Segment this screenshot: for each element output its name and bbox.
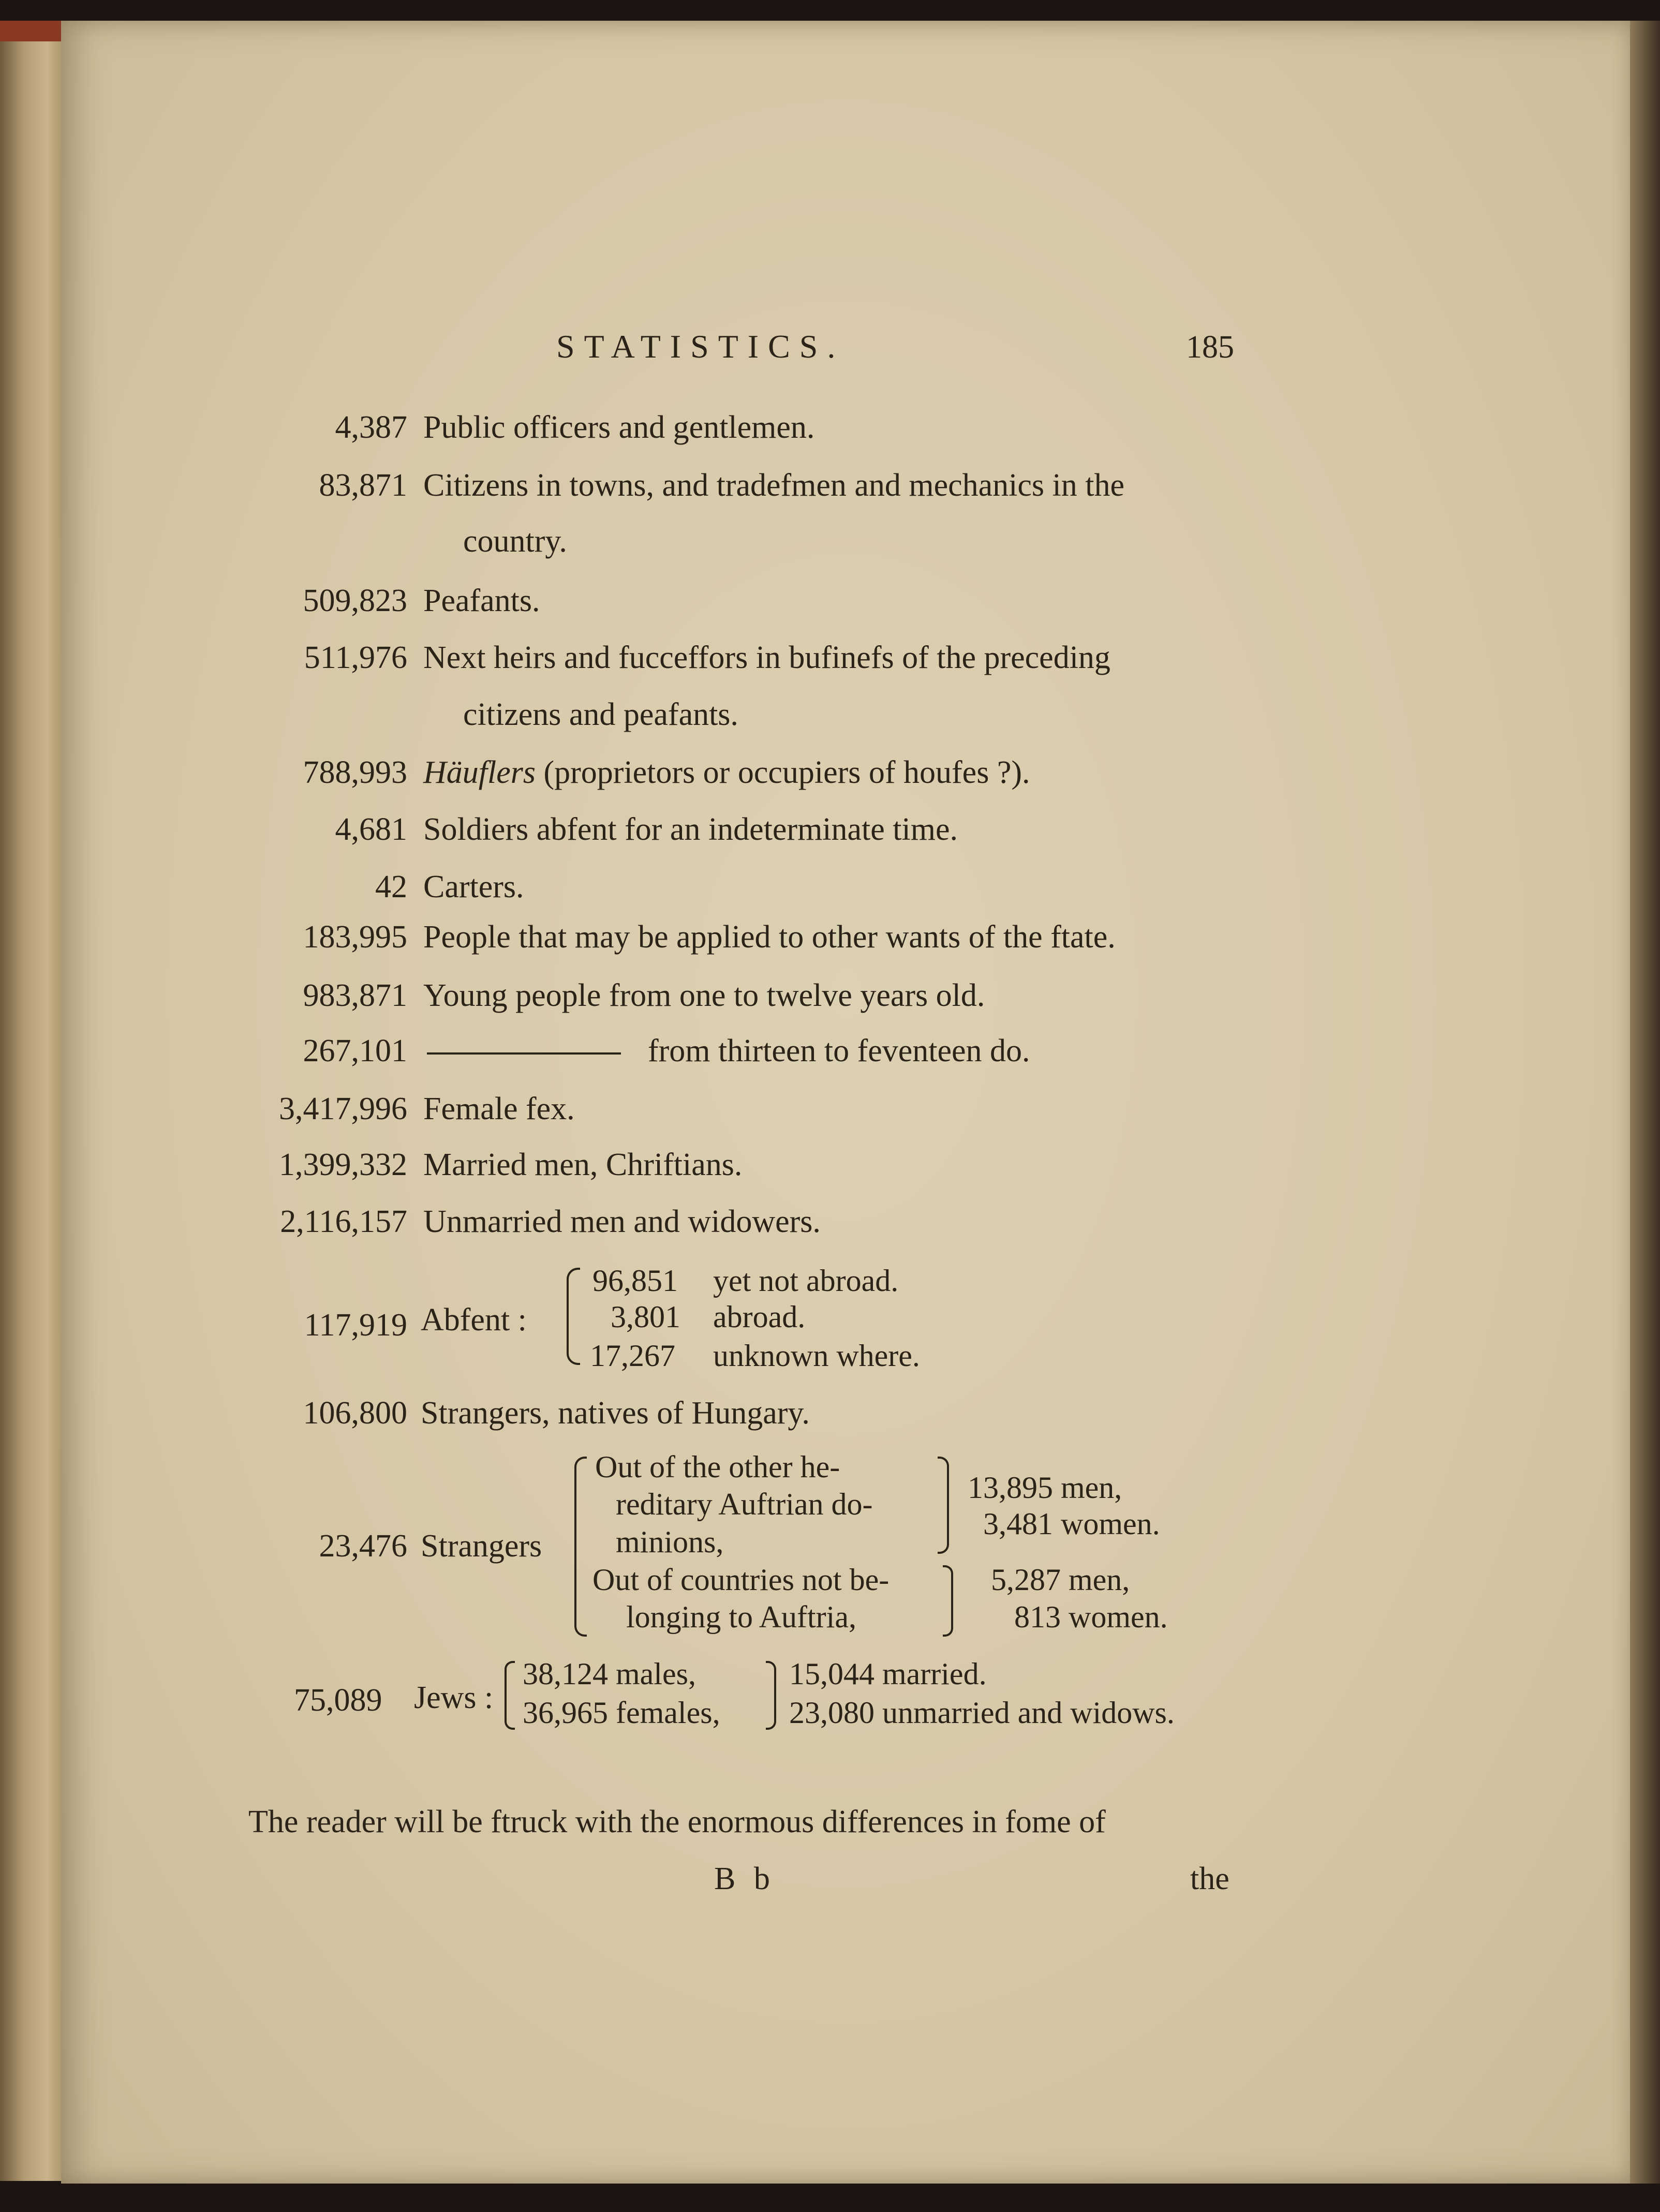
entry-number: 106,800 xyxy=(303,1396,407,1431)
strangers-line: longing to Auftria, xyxy=(626,1600,856,1634)
entry-number: 509,823 xyxy=(303,583,407,618)
absent-number: 96,851 xyxy=(592,1264,678,1298)
strangers-line: Out of countries not be- xyxy=(592,1563,890,1597)
entry-text: Unmarried men and widowers. xyxy=(423,1204,821,1239)
jews-number: 75,089 xyxy=(294,1683,382,1718)
strangers-line: minions, xyxy=(616,1525,724,1559)
jews-brace-right xyxy=(766,1661,776,1730)
entry-text xyxy=(423,756,1030,789)
strangers-value: 5,287 men, xyxy=(991,1563,1130,1597)
entry-italic-term: Häuflers xyxy=(423,755,536,790)
strangers-value: 813 women. xyxy=(1014,1600,1168,1634)
strangers-line: Out of the other he- xyxy=(595,1450,840,1484)
entry-text: Strangers, natives of Hungary. xyxy=(421,1396,810,1431)
entry-text: Next heirs and fucceffors in bufinefs of the preceding xyxy=(423,640,1110,675)
strangers-brace-b xyxy=(943,1565,953,1637)
running-head: STATISTICS. xyxy=(556,328,845,365)
strangers-brace xyxy=(574,1457,587,1637)
jews-value: 23,080 unmarried and widows. xyxy=(789,1696,1175,1730)
absent-text: abroad. xyxy=(713,1300,806,1334)
strangers-value: 3,481 women. xyxy=(983,1507,1160,1541)
entry-text: from thirteen to feventeen do. xyxy=(648,1033,1030,1068)
entry-text-continued: country. xyxy=(463,524,567,559)
page-number: 185 xyxy=(1186,330,1234,365)
strangers-line: reditary Auftrian do- xyxy=(616,1487,873,1521)
signature-mark: B b xyxy=(714,1861,775,1896)
entry-number: 2,116,157 xyxy=(280,1204,407,1239)
jews-brace xyxy=(505,1661,515,1730)
entry-text: Citizens in towns, and tradefmen and mechanics in the xyxy=(423,468,1125,503)
entry-number: 511,976 xyxy=(304,640,407,675)
closing-line: The reader will be ftruck with the enormous differences in fome of xyxy=(248,1804,1106,1839)
entry-number: 117,919 xyxy=(304,1308,407,1343)
absent-number: 17,267 xyxy=(590,1339,675,1373)
page-edge xyxy=(1630,21,1660,2184)
entry-text-continued: citizens and peafants. xyxy=(463,697,738,732)
entry-number: 3,417,996 xyxy=(279,1091,407,1126)
entry-text: Young people from one to twelve years old. xyxy=(423,978,985,1013)
entry-text: Peafants. xyxy=(423,583,540,618)
ditto-dash xyxy=(427,1052,621,1055)
absent-text: yet not abroad. xyxy=(713,1264,899,1298)
jews-value: 36,965 females, xyxy=(523,1696,720,1730)
jews-value: 15,044 married. xyxy=(789,1657,987,1691)
entry-text-rest: (proprietors or occupiers of houfes ?). xyxy=(543,755,1030,790)
entry-text: Married men, Chriftians. xyxy=(423,1147,743,1182)
absent-text: unknown where. xyxy=(713,1339,920,1373)
strangers-brace-a xyxy=(938,1457,949,1554)
jews-value: 38,124 males, xyxy=(523,1657,696,1691)
entry-number: 788,993 xyxy=(303,755,407,790)
entry-number: 23,476 xyxy=(319,1528,407,1564)
entry-number: 4,681 xyxy=(335,812,407,847)
entry-number: 4,387 xyxy=(335,410,407,445)
jews-label: Jews : xyxy=(414,1680,494,1715)
entry-text: People that may be applied to other wants of the ftate. xyxy=(423,919,1116,955)
book-spine xyxy=(0,21,67,2181)
entry-number: 983,871 xyxy=(303,978,407,1013)
entry-number: 183,995 xyxy=(303,919,407,955)
spine-binding xyxy=(0,21,67,41)
entry-number: 83,871 xyxy=(319,468,407,503)
strangers-label: Strangers xyxy=(421,1528,542,1564)
strangers-value: 13,895 men, xyxy=(968,1471,1122,1505)
catchword: the xyxy=(1190,1861,1229,1896)
entry-number: 42 xyxy=(375,869,407,904)
entry-number: 1,399,332 xyxy=(279,1147,407,1182)
entry-text: Public officers and gentlemen. xyxy=(423,410,815,445)
entry-text: Carters. xyxy=(423,869,524,904)
entry-number: 267,101 xyxy=(303,1033,407,1068)
absent-label: Abfent : xyxy=(421,1302,527,1338)
absent-brace xyxy=(567,1268,580,1365)
entry-text: Female fex. xyxy=(423,1091,575,1126)
absent-number: 3,801 xyxy=(611,1300,680,1334)
entry-text: Soldiers abfent for an indeterminate time. xyxy=(423,812,958,847)
